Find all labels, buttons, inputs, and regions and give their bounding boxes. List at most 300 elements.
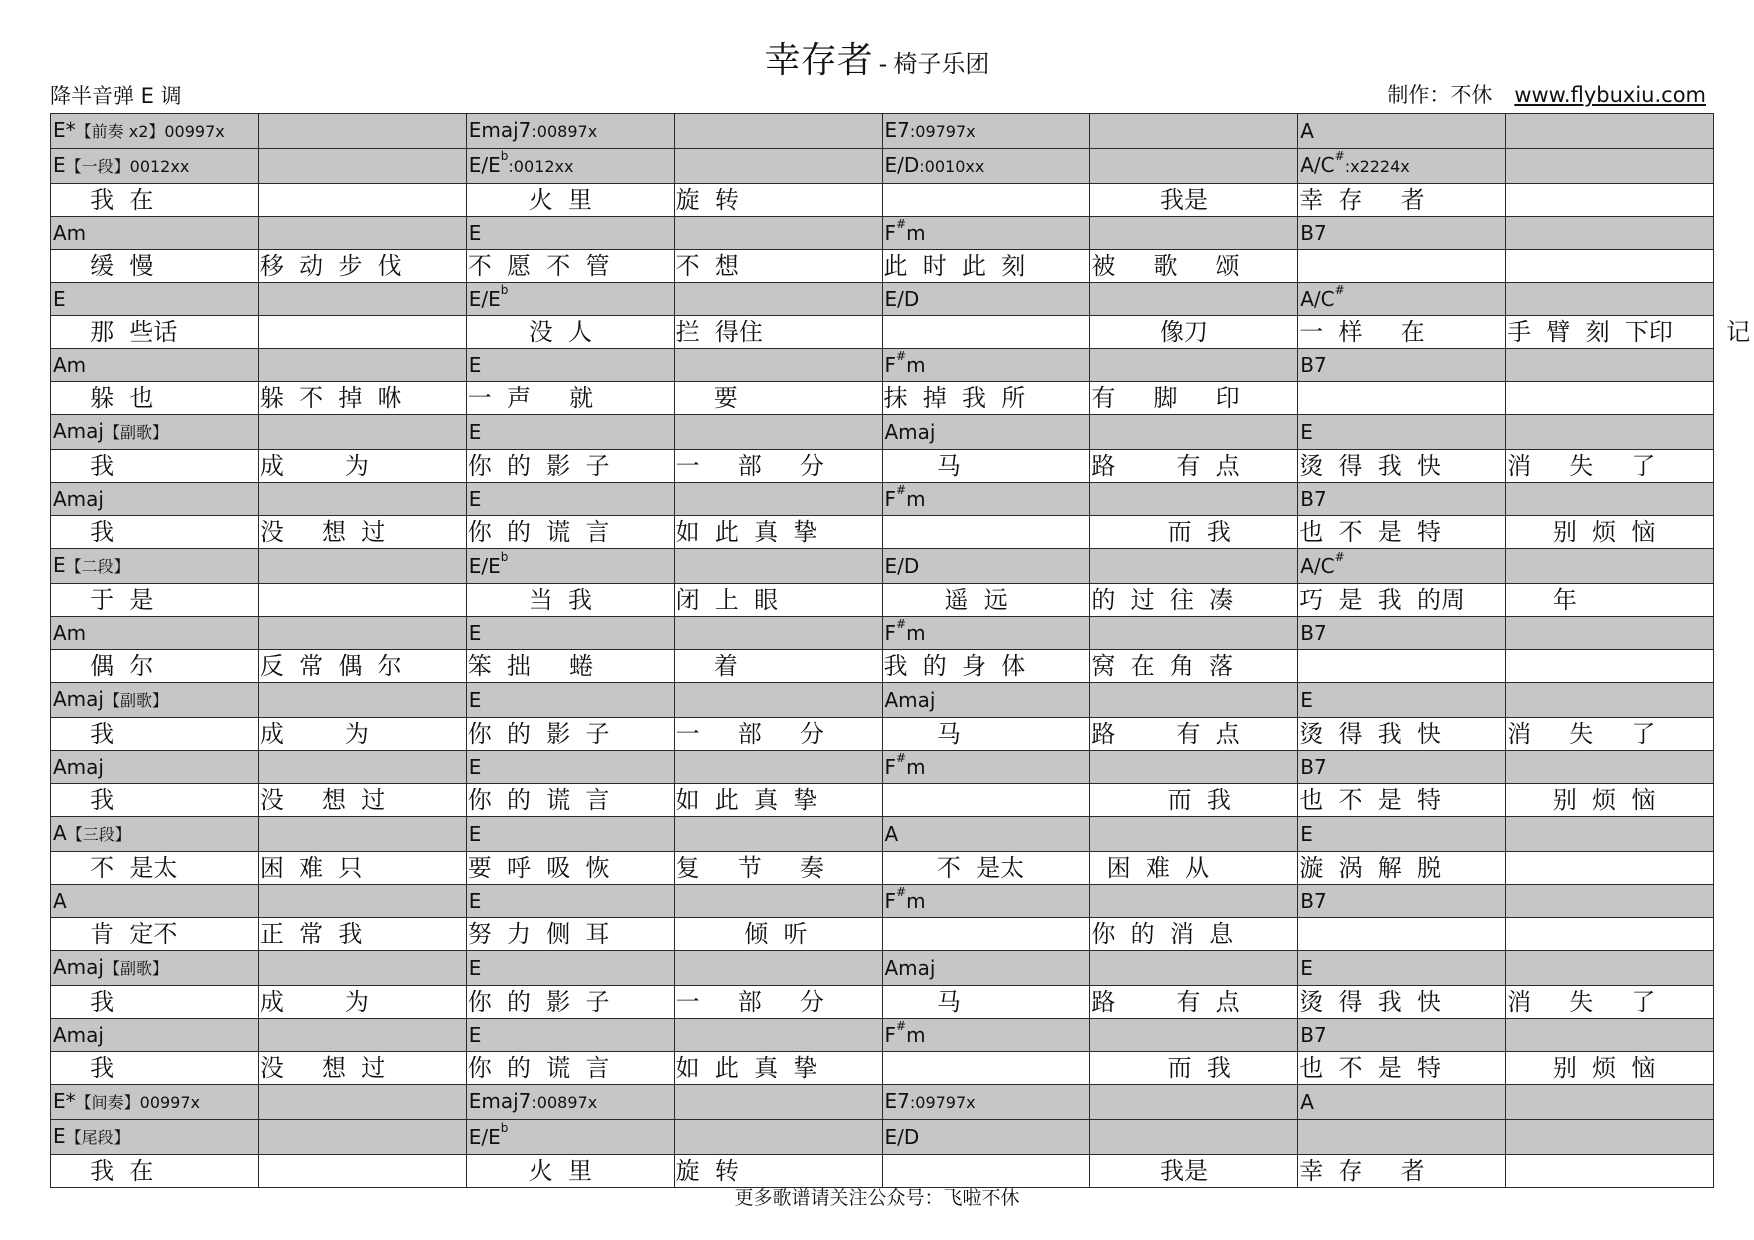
chord-cell: A	[51, 885, 259, 918]
chord-cell	[466, 114, 674, 149]
chord-cell	[1090, 549, 1298, 584]
chord-cell: Am	[51, 349, 259, 382]
chord-suffix: m	[906, 889, 926, 913]
chord-note: 【副歌】	[103, 423, 168, 442]
lyric-cell: 我	[51, 784, 259, 817]
chord-suffix: m	[906, 755, 926, 779]
chord-cell	[1506, 549, 1714, 584]
lyric-row	[51, 250, 1714, 283]
chord-cell	[882, 885, 1090, 918]
chord-cell: E/D	[882, 283, 1090, 316]
lyric-row	[51, 718, 1714, 751]
chord-cell: Amaj	[882, 951, 1090, 986]
chord-cell	[1506, 349, 1714, 382]
chord-cell	[1298, 283, 1506, 316]
chord-cell	[674, 549, 882, 584]
artist-name: 椅子乐团	[893, 50, 990, 78]
chord-cell	[51, 683, 259, 718]
chord-cell	[258, 683, 466, 718]
lyric-cell: 我 在	[51, 184, 259, 217]
chord-cell	[51, 817, 259, 852]
chord-name: A/C	[1300, 153, 1335, 177]
chord-cell: E	[466, 1019, 674, 1052]
chord-cell	[51, 951, 259, 986]
chord-cell	[258, 817, 466, 852]
chord-cell	[258, 415, 466, 450]
lyric-cell	[1506, 250, 1714, 283]
chord-cell	[51, 149, 259, 184]
chord-cell: Amaj	[882, 415, 1090, 450]
chord-cell: Am	[51, 617, 259, 650]
lyric-cell: 手 臂 刻 下印 记	[1506, 316, 1714, 349]
lyric-cell: 当 我	[466, 584, 674, 617]
chord-suffix: m	[906, 487, 926, 511]
lyric-cell: 复 节 奏	[674, 852, 882, 885]
lyric-cell: 此 时 此 刻	[882, 250, 1090, 283]
chord-name: E/E	[468, 153, 501, 177]
chord-cell	[51, 1085, 259, 1120]
chord-cell	[1090, 885, 1298, 918]
chord-name: E	[53, 553, 66, 577]
chord-name: Emaj7	[468, 1089, 532, 1113]
chord-suffix: m	[906, 353, 926, 377]
chord-cell: Amaj	[51, 483, 259, 516]
chord-note: 【尾段】	[65, 1128, 130, 1147]
lyric-cell: 肯 定不	[51, 918, 259, 951]
chord-cell	[1506, 885, 1714, 918]
lyric-cell: 幸 存 者	[1298, 184, 1506, 217]
chord-chart-grid	[50, 113, 1751, 1188]
chord-name: Amaj	[53, 687, 104, 711]
lyric-row	[51, 784, 1714, 817]
chord-cell	[258, 217, 466, 250]
lyric-cell	[1298, 650, 1506, 683]
lyric-cell: 火 里	[466, 184, 674, 217]
chord-cell: E	[1298, 951, 1506, 986]
chord-row	[51, 217, 1714, 250]
chord-note: :09797x	[909, 1093, 976, 1112]
chord-name: F	[884, 221, 897, 245]
lyric-cell: 你 的 谎 言	[466, 784, 674, 817]
chord-name: E*	[53, 1089, 76, 1113]
chord-cell: E	[466, 951, 674, 986]
chord-cell	[258, 114, 466, 149]
lyric-row	[51, 584, 1714, 617]
chord-row	[51, 617, 1714, 650]
chord-cell	[466, 283, 674, 316]
chord-note: 【间奏】00997x	[75, 1093, 201, 1112]
chord-name: E/D	[884, 153, 920, 177]
lyric-row	[51, 1052, 1714, 1085]
lyric-cell	[258, 584, 466, 617]
lyric-row	[51, 316, 1714, 349]
chord-cell	[882, 1085, 1090, 1120]
lyric-cell: 幸 存 者	[1298, 1155, 1506, 1188]
chord-accidental: #	[896, 349, 907, 363]
lyric-cell: 消 失 了	[1506, 986, 1714, 1019]
chord-cell: Am	[51, 217, 259, 250]
chord-row	[51, 751, 1714, 784]
chord-accidental: #	[896, 483, 907, 497]
lyric-cell: 我是	[1090, 1155, 1298, 1188]
lyric-cell: 我	[51, 718, 259, 751]
lyric-row	[51, 918, 1714, 951]
chord-cell	[466, 1085, 674, 1120]
lyric-cell: 火 里	[466, 1155, 674, 1188]
chord-cell	[674, 149, 882, 184]
chord-row	[51, 1120, 1714, 1155]
lyric-cell: 没 想 过	[258, 516, 466, 549]
chord-cell	[1506, 483, 1714, 516]
lyric-cell	[882, 316, 1090, 349]
lyric-cell: 如 此 真 挚	[674, 516, 882, 549]
lyric-cell: 马	[882, 450, 1090, 483]
lyric-cell: 马	[882, 718, 1090, 751]
chord-cell	[258, 283, 466, 316]
lyric-cell: 不 是太	[51, 852, 259, 885]
lyric-cell: 不 是太	[882, 852, 1090, 885]
chord-cell	[1090, 283, 1298, 316]
lyric-cell: 如 此 真 挚	[674, 784, 882, 817]
chord-cell	[674, 951, 882, 986]
chord-accidental: b	[500, 149, 509, 163]
lyric-cell	[882, 516, 1090, 549]
chord-cell	[1090, 483, 1298, 516]
chord-cell: E	[1298, 683, 1506, 718]
lyric-cell: 移 动 步 伐	[258, 250, 466, 283]
lyric-cell: 被 歌 颂	[1090, 250, 1298, 283]
chord-cell	[882, 617, 1090, 650]
chord-name: Emaj7	[468, 118, 532, 142]
chord-name: E/E	[468, 554, 501, 578]
chord-name: E	[53, 1124, 66, 1148]
chord-cell	[1298, 549, 1506, 584]
chord-name: E*	[53, 118, 76, 142]
lyric-cell: 不 想	[674, 250, 882, 283]
lyric-cell: 你 的 影 子	[466, 718, 674, 751]
lyric-cell: 抹 掉 我 所	[882, 382, 1090, 415]
lyric-cell: 路 有 点	[1090, 450, 1298, 483]
lyric-cell: 你 的 影 子	[466, 986, 674, 1019]
chord-cell	[882, 149, 1090, 184]
chord-cell	[1506, 817, 1714, 852]
chord-cell: Amaj	[51, 1019, 259, 1052]
chord-cell	[674, 1120, 882, 1155]
lyric-cell: 要	[674, 382, 882, 415]
lyric-cell	[1506, 852, 1714, 885]
chord-name: Amaj	[53, 419, 104, 443]
song-name: 幸存者	[764, 40, 873, 81]
chord-cell	[674, 114, 882, 149]
chord-cell	[258, 149, 466, 184]
lyric-cell: 拦 得住	[674, 316, 882, 349]
lyric-cell: 消 失 了	[1506, 718, 1714, 751]
chord-cell	[674, 683, 882, 718]
lyric-cell: 消 失 了	[1506, 450, 1714, 483]
chord-note: :0010xx	[919, 157, 985, 176]
lyric-cell: 旋 转	[674, 1155, 882, 1188]
chord-row	[51, 283, 1714, 316]
chord-cell	[258, 549, 466, 584]
lyric-cell: 闭 上 眼	[674, 584, 882, 617]
chord-cell: E	[466, 217, 674, 250]
chord-cell: E	[1298, 817, 1506, 852]
lyric-cell: 旋 转	[674, 184, 882, 217]
chord-name: F	[884, 621, 897, 645]
lyric-cell: 窝 在 角 落	[1090, 650, 1298, 683]
chord-cell: E/D	[882, 1120, 1090, 1155]
lyric-cell: 的 过 往 凑	[1090, 584, 1298, 617]
chord-accidental: #	[896, 751, 907, 765]
chord-cell	[1506, 283, 1714, 316]
lyric-cell	[1506, 184, 1714, 217]
lyric-cell: 而 我	[1090, 1052, 1298, 1085]
lyric-cell: 躲 也	[51, 382, 259, 415]
chord-cell	[1090, 1120, 1298, 1155]
chord-accidental: #	[896, 617, 907, 631]
lyric-cell: 笨 拙 蜷	[466, 650, 674, 683]
chord-cell	[51, 1120, 259, 1155]
lyric-cell: 你 的 谎 言	[466, 516, 674, 549]
chord-accidental: b	[500, 283, 509, 297]
chord-row	[51, 1019, 1714, 1052]
chord-cell	[258, 1085, 466, 1120]
chord-name: E	[53, 153, 66, 177]
chord-cell	[258, 951, 466, 986]
lyric-cell: 我	[51, 516, 259, 549]
chord-row	[51, 549, 1714, 584]
chord-name: F	[884, 755, 897, 779]
capo-note: 降半音弹 E 调	[50, 84, 182, 108]
chord-cell: A	[882, 817, 1090, 852]
chord-accidental: #	[1334, 283, 1345, 297]
chord-cell	[1090, 149, 1298, 184]
lyric-cell: 你 的 消 息	[1090, 918, 1298, 951]
chord-note: :09797x	[909, 122, 976, 141]
lyric-cell	[1298, 382, 1506, 415]
lyric-cell: 有 脚 印	[1090, 382, 1298, 415]
lyric-cell: 困 难 只	[258, 852, 466, 885]
chord-cell: Amaj	[882, 683, 1090, 718]
lyric-cell: 倾 听	[674, 918, 882, 951]
chord-cell: B7	[1298, 885, 1506, 918]
chord-cell	[1090, 217, 1298, 250]
chord-cell	[1298, 149, 1506, 184]
lyric-cell: 路 有 点	[1090, 718, 1298, 751]
lyric-cell: 没 想 过	[258, 784, 466, 817]
chord-note: :00897x	[531, 122, 598, 141]
lyric-cell: 偶 尔	[51, 650, 259, 683]
chord-cell: B7	[1298, 349, 1506, 382]
chord-cell	[1090, 114, 1298, 149]
chord-row	[51, 951, 1714, 986]
lyric-cell: 我 的 身 体	[882, 650, 1090, 683]
chord-cell	[674, 283, 882, 316]
lyric-cell: 成 为	[258, 718, 466, 751]
chord-note: 【前奏 x2】00997x	[75, 122, 225, 141]
lyric-cell	[1298, 250, 1506, 283]
lyric-cell: 一 部 分	[674, 450, 882, 483]
chord-cell: B7	[1298, 1019, 1506, 1052]
lyric-cell: 也 不 是 特	[1298, 784, 1506, 817]
chord-cell	[674, 817, 882, 852]
chord-name: Amaj	[53, 955, 104, 979]
lyric-cell: 你 的 影 子	[466, 450, 674, 483]
lyric-row	[51, 516, 1714, 549]
lyric-cell: 一 样 在	[1298, 316, 1506, 349]
chord-note: 【一段】0012xx	[65, 157, 190, 176]
chord-cell	[258, 885, 466, 918]
chord-cell: A	[1298, 114, 1506, 149]
chord-cell: E	[466, 617, 674, 650]
chord-suffix: m	[906, 621, 926, 645]
chord-cell	[674, 885, 882, 918]
chord-cell	[674, 751, 882, 784]
chord-cell	[466, 149, 674, 184]
lyric-cell: 我 在	[51, 1155, 259, 1188]
chord-cell	[1090, 683, 1298, 718]
chord-cell: E	[466, 483, 674, 516]
chord-suffix: m	[906, 221, 926, 245]
chord-cell: E	[1298, 415, 1506, 450]
chord-name: A/C	[1300, 554, 1335, 578]
website-link[interactable]: www.flybuxiu.com	[1514, 83, 1706, 107]
lyric-cell	[1298, 918, 1506, 951]
lyric-cell: 我是	[1090, 184, 1298, 217]
chord-cell	[1506, 1120, 1714, 1155]
chord-cell	[1298, 1120, 1506, 1155]
lyric-cell: 也 不 是 特	[1298, 516, 1506, 549]
chord-cell	[1506, 951, 1714, 986]
lyric-cell: 不 愿 不 管	[466, 250, 674, 283]
chord-cell: B7	[1298, 617, 1506, 650]
chord-cell	[882, 751, 1090, 784]
lyric-cell: 正 常 我	[258, 918, 466, 951]
song-title	[0, 32, 1754, 83]
chord-cell	[1506, 1085, 1714, 1120]
chord-cell	[882, 114, 1090, 149]
lyric-cell: 如 此 真 挚	[674, 1052, 882, 1085]
chord-cell: B7	[1298, 483, 1506, 516]
chord-cell	[51, 415, 259, 450]
footer-note: 更多歌谱请关注公众号：飞啦不休	[734, 1187, 1020, 1209]
chord-row	[51, 149, 1714, 184]
lyric-cell	[882, 184, 1090, 217]
chord-cell	[674, 415, 882, 450]
lyric-cell	[882, 784, 1090, 817]
lyric-cell: 反 常 偶 尔	[258, 650, 466, 683]
chord-note: :00897x	[531, 1093, 598, 1112]
chord-note: 【二段】	[65, 557, 130, 576]
chord-cell: E/D	[882, 549, 1090, 584]
chord-note: 【副歌】	[103, 959, 168, 978]
chord-name: E/E	[468, 1125, 501, 1149]
lyric-cell: 缓 慢	[51, 250, 259, 283]
chord-cell	[1090, 1085, 1298, 1120]
chord-row	[51, 885, 1714, 918]
lyric-cell: 你 的 谎 言	[466, 1052, 674, 1085]
lyric-cell	[882, 918, 1090, 951]
chord-cell	[51, 114, 259, 149]
lyric-cell	[1506, 650, 1714, 683]
chord-accidental: #	[896, 885, 907, 899]
credit-line	[1387, 79, 1706, 109]
chord-cell: B7	[1298, 217, 1506, 250]
chord-cell	[51, 549, 259, 584]
lyric-cell: 要 呼 吸 恢	[466, 852, 674, 885]
chord-cell: E	[51, 283, 259, 316]
chord-cell	[1506, 149, 1714, 184]
chord-cell	[882, 349, 1090, 382]
chord-cell: E	[466, 349, 674, 382]
chord-accidental: #	[896, 1019, 907, 1033]
author-credit: 制作：不休	[1387, 83, 1493, 107]
chord-suffix: m	[906, 1023, 926, 1047]
chord-cell	[882, 483, 1090, 516]
chord-accidental: #	[896, 217, 907, 231]
lyric-cell: 漩 涡 解 脱	[1298, 852, 1506, 885]
lyric-cell: 别 烦 恼	[1506, 516, 1714, 549]
chord-cell	[1090, 817, 1298, 852]
chord-cell	[258, 1019, 466, 1052]
lyric-cell: 一 声 就	[466, 382, 674, 415]
lyric-cell: 而 我	[1090, 784, 1298, 817]
chord-row	[51, 349, 1714, 382]
chord-cell	[258, 349, 466, 382]
chord-name: E/E	[468, 287, 501, 311]
chord-cell	[258, 1120, 466, 1155]
chord-name: F	[884, 353, 897, 377]
chord-cell	[1506, 415, 1714, 450]
chord-cell	[674, 1019, 882, 1052]
chord-cell: Amaj	[51, 751, 259, 784]
chord-cell	[1090, 415, 1298, 450]
lyric-cell: 着	[674, 650, 882, 683]
chord-cell	[674, 349, 882, 382]
chord-name: E7	[884, 118, 910, 142]
lyric-cell	[258, 184, 466, 217]
chord-accidental: b	[500, 1121, 509, 1135]
chord-cell	[1506, 114, 1714, 149]
chord-cell: E	[466, 683, 674, 718]
chord-cell	[1090, 349, 1298, 382]
lyric-cell: 而 我	[1090, 516, 1298, 549]
lyric-cell: 像刀	[1090, 316, 1298, 349]
lyric-cell: 没 人	[466, 316, 674, 349]
chord-accidental: b	[500, 550, 509, 564]
lyric-cell: 马	[882, 986, 1090, 1019]
lyric-cell: 我	[51, 450, 259, 483]
lyric-cell: 也 不 是 特	[1298, 1052, 1506, 1085]
chart-rows	[51, 114, 1751, 1188]
chord-cell	[1090, 1019, 1298, 1052]
chord-cell	[258, 617, 466, 650]
lyric-row	[51, 382, 1714, 415]
chord-cell	[1506, 1019, 1714, 1052]
chord-row	[51, 415, 1714, 450]
lyric-cell: 于 是	[51, 584, 259, 617]
lyric-row	[51, 184, 1714, 217]
chord-row	[51, 683, 1714, 718]
chord-accidental: #	[1334, 550, 1345, 564]
lyric-cell: 一 部 分	[674, 986, 882, 1019]
chord-cell	[1506, 617, 1714, 650]
lyric-cell: 巧 是 我 的周	[1298, 584, 1506, 617]
chord-cell: E	[466, 885, 674, 918]
lyric-cell	[1506, 382, 1714, 415]
chord-suffix: :x2224x	[1344, 157, 1410, 176]
chord-note: 【三段】	[66, 825, 131, 844]
